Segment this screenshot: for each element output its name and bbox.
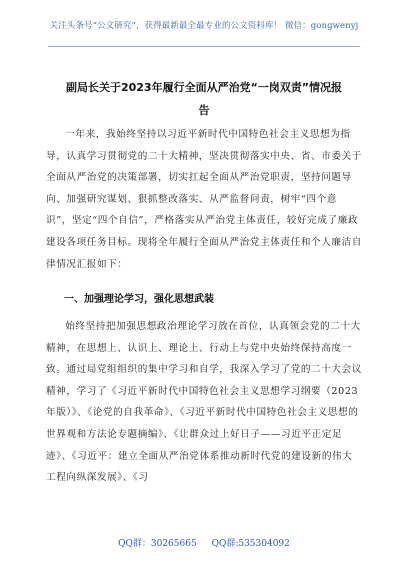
intro-paragraph: 一年来，我始终坚持以习近平新时代中国特色社会主义思想为指导，认真学习贯彻党的二十大精神，坚决贯彻落实中央、省、市委关于全面从严治党的决策部署，切实扛起全面从严治党职责，坚持问题导向、加强研究谋划、狠抓整改落实、从严监督问责，树牢“四个意识”，坚定“四个自信”，严格落实从严治党主体责任，较好完成了廉政建设各项任务目标。现将全年履行全面从严治党主体责任和个人廉洁自律情况汇报如下： — [46, 129, 363, 270]
document-title: 副局长关于2023年履行全面从严治党“一岗双责”情况报告 — [65, 81, 343, 117]
footer-contact — [0, 536, 408, 549]
section-paragraph: 始终坚持把加强思想政治理论学习放在首位，认真领会党的二十大精神，在思想上、认识上、理论上、行动上与党中央始终保持高度一致。通过局党组组织的集中学习和自学，我深入学习了党的二十大会议精神，学习了《习近平新时代中国特色社会主义思想学习纲要（2023年版）》、《论党的自我革命》、《习近平新时代中国特色社会主义思想的世界观和方法论专题摘编》、《让群众过上好日子——习近平正定足迹》、《习近平：建立全面从严治党体系推动新时代党的建设新的伟大工程向纵深发展》、《习 — [46, 321, 363, 484]
header-divider — [48, 46, 360, 47]
footer-qq-group-1: QQ群：30265665 — [118, 539, 197, 549]
section-heading: 一、加强理论学习，强化思想武装 — [64, 294, 214, 305]
footer-qq-group-2: QQ群:535304092 — [211, 539, 290, 549]
header-promo-note: 关注头条号“公文研究”，获得最新最全最专业的公文资料库！ 微信：gongwenyj — [49, 21, 359, 31]
